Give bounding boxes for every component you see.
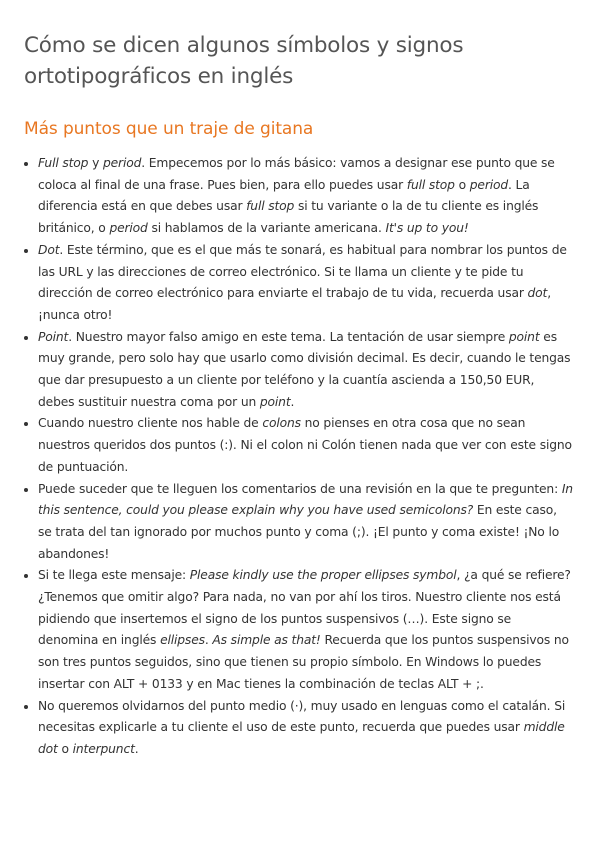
article-title: Cómo se dicen algunos símbolos y signos ortotipográficos en inglés [24, 33, 464, 89]
bullet-dot-icon [24, 162, 28, 166]
item-text: o [57, 741, 73, 756]
bullet-list [24, 153, 573, 761]
bullet-dot-icon [24, 422, 28, 426]
bullet-dot-icon [24, 249, 28, 253]
item-text: . La diferencia está en que debes usar [38, 177, 530, 214]
item-text: Cuando nuestro cliente nos hable de [38, 416, 263, 431]
item-text: . [204, 633, 213, 648]
bullet-dot-icon [24, 488, 28, 492]
item-text: es muy grande, pero solo hay que usarlo como división decimal. Es decir, cuando le tengas que dar presupuesto a un cliente por teléfono y la cuantía ascienda a 150,50 EUR, debes sustituir nuestra coma por un [38, 329, 571, 409]
italic-term: middle dot [38, 720, 565, 756]
list-item [24, 696, 573, 761]
item-text: Puede suceder que te lleguen los comentarios de una revisión en la que te pregunten: [38, 481, 562, 496]
list-item [24, 153, 573, 240]
list-item [24, 479, 573, 566]
item-text: . Nuestro mayor falso amigo en este tema. La tentación de usar siempre [68, 329, 509, 344]
italic-term: colons [262, 416, 301, 431]
item-text: Si te llega este mensaje: [38, 568, 190, 583]
item-text: . [134, 741, 139, 756]
italic-term: ellipses [160, 633, 205, 648]
bullet-dot-icon [24, 574, 28, 578]
italic-term: Full stop [38, 156, 89, 170]
item-text: , ¿a qué se refiere? ¿Tenemos que omitir algo? Para nada, no van por ahí los tiros. Nuestro cliente nos está pidiendo que insertemos el signo de los puntos suspensivos (…). Este signo se denomina en inglés [38, 568, 571, 648]
italic-term: dot [527, 286, 548, 301]
list-item [24, 240, 573, 327]
item-text: . Empecemos por lo más básico: vamos a designar ese punto que se coloca al final de una frase. Pues bien, para ello puedes usar [38, 156, 555, 192]
item-text: no pienses en otra cosa que no sean nuestros queridos dos puntos (:). Ni el colon ni Colón tienen nada que ver con este signo de puntuación. [38, 416, 572, 474]
list-item [24, 327, 573, 414]
section-heading: Más puntos que un traje de gitana [24, 119, 314, 139]
italic-term: period [469, 177, 509, 192]
item-text: Recuerda que los puntos suspensivos no son tres puntos seguidos, sino que tienen su propio símbolo. En Windows lo puedes insertar con ALT + 0133 y en Mac tienes la combinación de teclas ALT + ;. [38, 633, 569, 691]
italic-term: interpunct [72, 741, 135, 756]
italic-term: period [109, 221, 148, 236]
bullet-dot-icon [24, 336, 28, 340]
italic-term: Please kindly use the proper ellipses symbol [189, 568, 457, 583]
italic-term: As simple as that! [212, 633, 321, 648]
italic-term: In this sentence, could you please explain why you have used semicolons? [38, 481, 573, 518]
item-text: No queremos olvidarnos del punto medio (·), muy usado en lenguas como el catalán. Si necesitas explicarle a tu cliente el uso de este punto, recuerda que puedes usar [38, 698, 566, 735]
bullet-dot-icon [24, 705, 28, 709]
item-text: o [454, 177, 470, 192]
italic-term: period [102, 156, 142, 170]
italic-term: point [259, 394, 291, 409]
italic-term: point [508, 329, 540, 344]
italic-term: full stop [246, 199, 295, 214]
list-item [24, 413, 573, 478]
item-text: En este caso, se trata del tan ignorado por muchos punto y coma (;). ¡El punto y coma existe! ¡No lo abandones! [38, 503, 560, 561]
italic-term: Point [38, 329, 69, 344]
item-text: , ¡nunca otro! [38, 286, 551, 322]
italic-term: Dot [38, 242, 60, 257]
list-item [24, 565, 573, 695]
item-text: si hablamos de la variante americana. [147, 221, 386, 236]
item-text: y [88, 156, 103, 170]
item-text: . [290, 394, 295, 409]
italic-term: It's up to you! [385, 221, 469, 236]
item-text: . Este término, que es el que más te sonará, es habitual para nombrar los puntos de las URL y las direcciones de correo electrónico. Si te llama un cliente y te pide tu dirección de correo electrónico para enviarte el trabajo de tu vida, recuerda usar [38, 242, 567, 301]
item-text: si tu variante o la de tu cliente es inglés británico, o [38, 199, 539, 236]
italic-term: full stop [406, 177, 455, 192]
